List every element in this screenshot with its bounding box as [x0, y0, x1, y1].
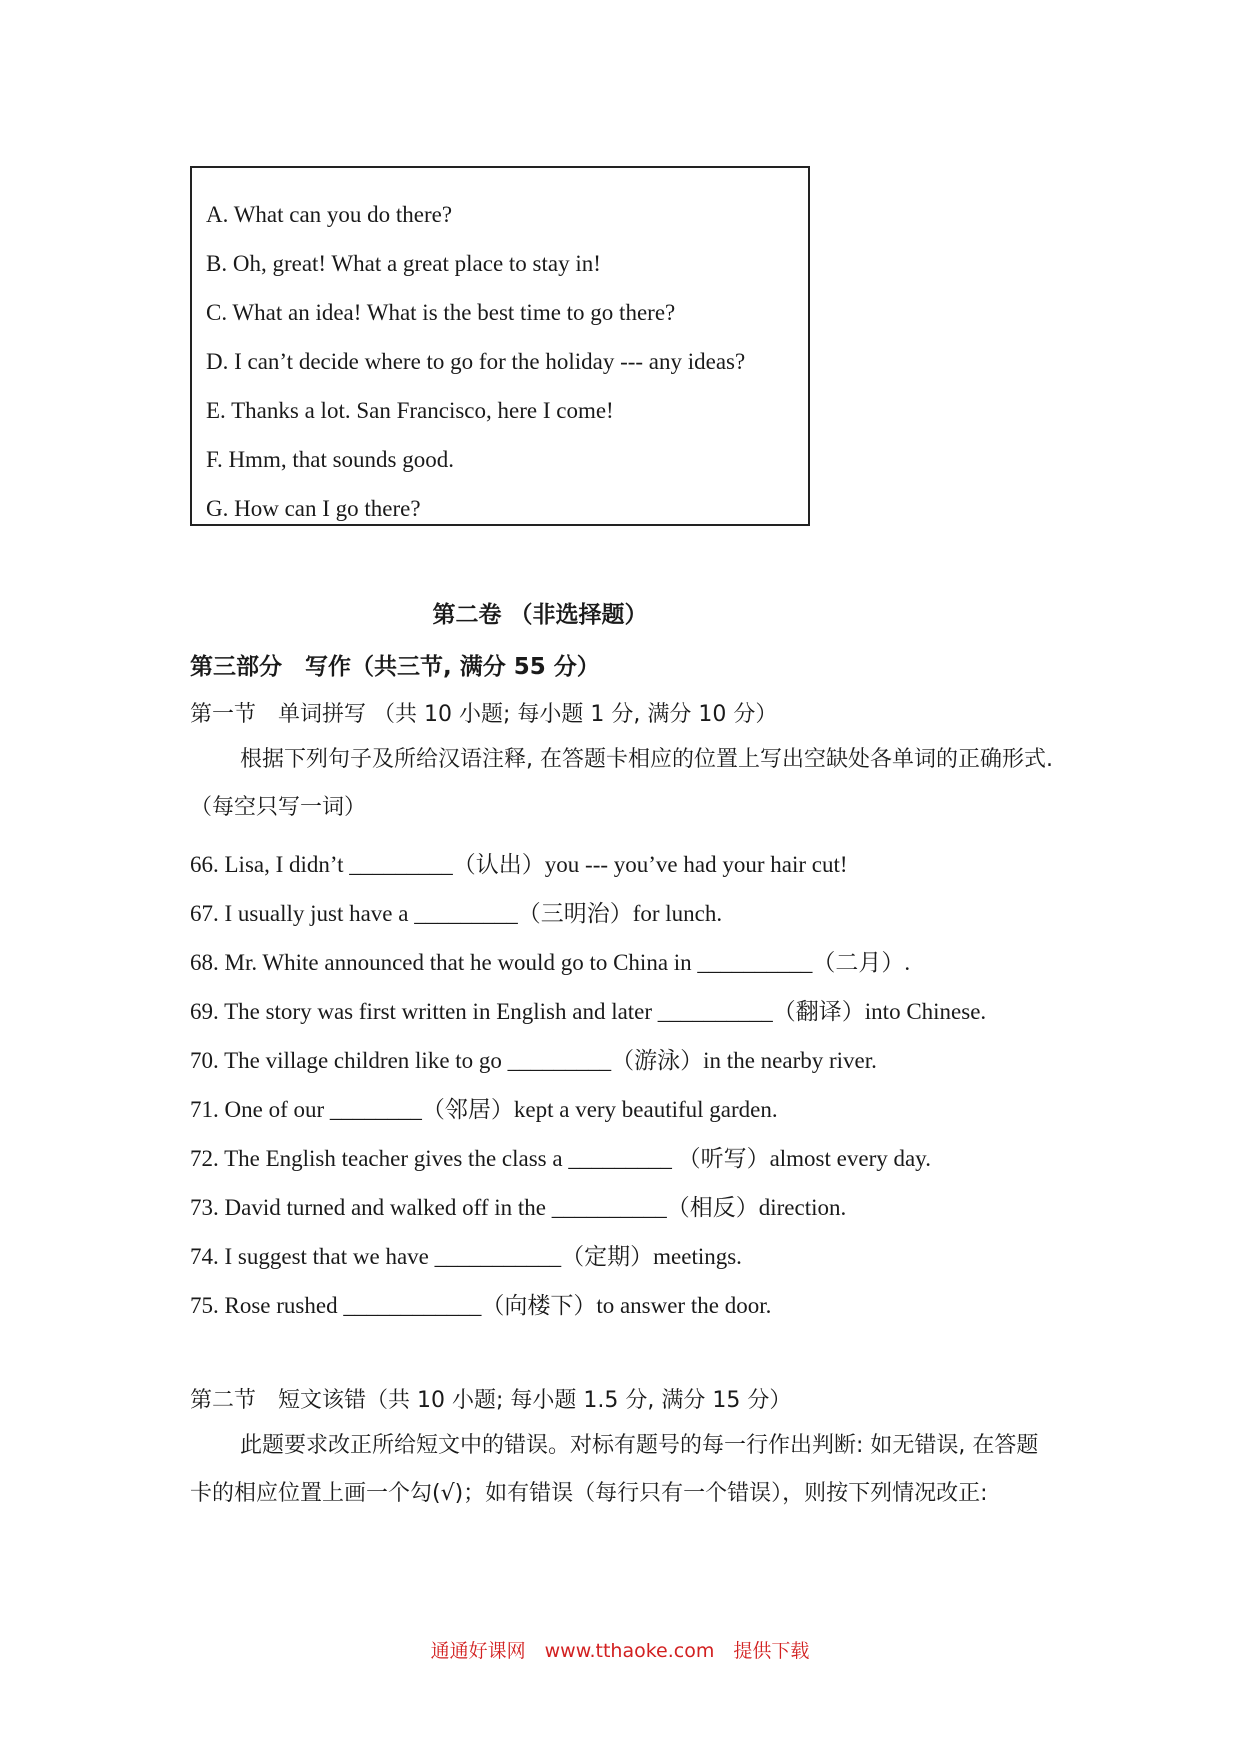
footer-watermark: 通通好课网 www.tthaoke.com 提供下载 [430, 1640, 810, 1662]
options-box [190, 166, 810, 526]
question-68: 68. Mr. White announced that he would go to China in __________（二月）. [190, 950, 911, 975]
option-d: D. I can’t decide where to go for the holiday --- any ideas? [206, 349, 746, 374]
section2-instruction: 此题要求改正所给短文中的错误。对标有题号的每一行作出判断: 如无错误, 在答题卡的相应位置上画一个勾(√)；如有错误（每行只有一个错误），则按下列情况改正: [190, 1433, 1039, 1506]
question-75: 75. Rose rushed ____________（向楼下）to answer the door. [190, 1293, 772, 1318]
option-c: C. What an idea! What is the best time to go there? [206, 300, 676, 325]
option-e: E. Thanks a lot. San Francisco, here I come! [206, 398, 614, 423]
question-74: 74. I suggest that we have ___________（定期）meetings. [190, 1244, 742, 1269]
option-f: F. Hmm, that sounds good. [206, 447, 454, 472]
section1-instruction: 根据下列句子及所给汉语注释, 在答题卡相应的位置上写出空缺处各单词的正确形式. （每空只写一词） [190, 747, 1053, 820]
option-a: A. What can you do there? [206, 202, 453, 227]
question-list [190, 840, 986, 1330]
option-b: B. Oh, great! What a great place to stay in! [206, 251, 601, 276]
section1-heading: 第一节 单词拼写 （共 10 小题; 每小题 1 分, 满分 10 分） [190, 702, 778, 727]
question-72: 72. The English teacher gives the class a _________ （听写）almost every day. [190, 1146, 931, 1171]
volume-title: 第二卷 （非选择题） [432, 602, 648, 628]
question-67: 67. I usually just have a _________（三明治）for lunch. [190, 901, 723, 926]
part-title: 第三部分 写作（共三节, 满分 55 分） [190, 654, 600, 680]
question-73: 73. David turned and walked off in the __________（相反）direction. [190, 1195, 847, 1220]
question-71: 71. One of our ________（邻居）kept a very beautiful garden. [190, 1097, 778, 1122]
question-69: 69. The story was first written in English and later __________（翻译）into Chinese. [190, 999, 987, 1024]
question-70: 70. The village children like to go _________（游泳）in the nearby river. [190, 1048, 877, 1073]
option-g: G. How can I go there? [206, 496, 421, 521]
section2-heading: 第二节 短文该错（共 10 小题; 每小题 1.5 分, 满分 15 分） [190, 1388, 792, 1413]
question-66: 66. Lisa, I didn’t _________（认出）you --- you’ve had your hair cut! [190, 852, 848, 877]
